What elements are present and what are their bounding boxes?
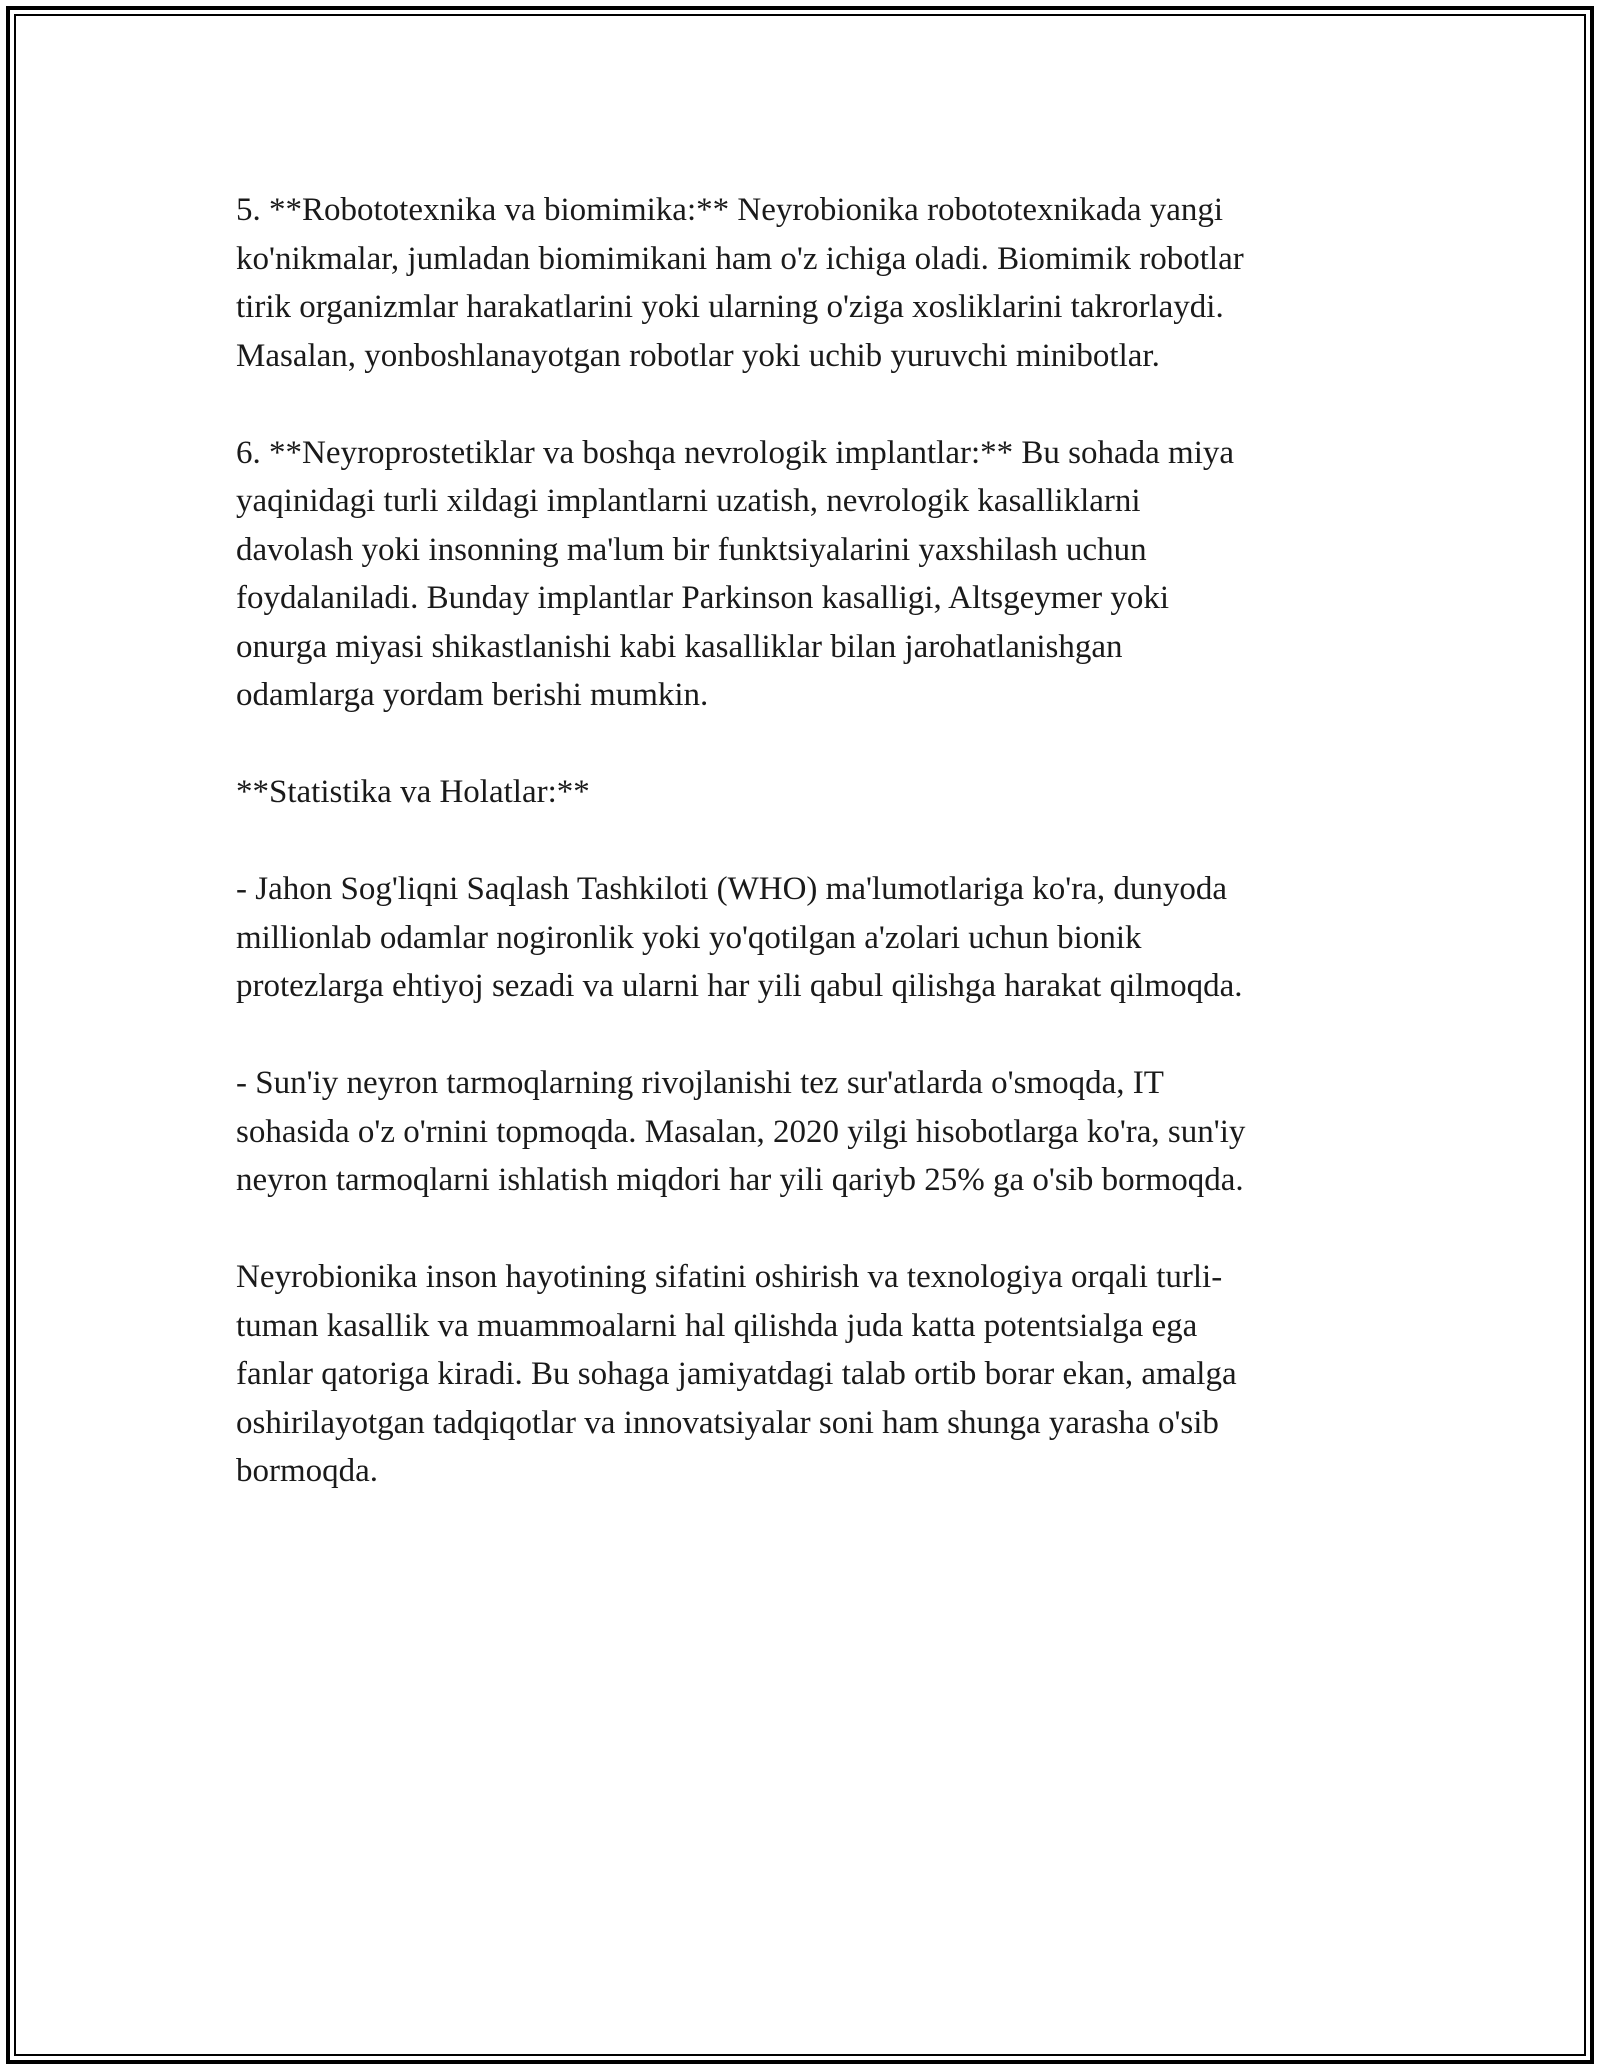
list-item-neural-networks: - Sun'iy neyron tarmoqlarning rivojlanishi tez sur'atlarda o'smoqda, IT sohasida o'z o'rnini topmoqda. Masalan, 2020 yilgi hisobotlarga ko'ra, sun'iy neyron tarmoqlarni ishlatish miqdori har yili qariyb 25% ga o'sib bormoqda.	[236, 1065, 1246, 1198]
section-heading-statistics: **Statistika va Holatlar:**	[236, 774, 590, 810]
paragraph-robotics-biomimicry: 5. **Robototexnika va biomimika:** Neyrobionika robototexnikada yangi ko'nikmalar, jumladan biomimikani ham o'z ichiga oladi. Biomimik robotlar tirik organizmlar harakatlarini yoki ularning o'ziga xosliklarini takrorlaydi. Masalan, yonboshlanayotgan robotlar yoki uchib yuruvchi minibotlar.	[236, 192, 1244, 374]
list-item-who-statistics: - Jahon Sog'liqni Saqlash Tashkiloti (WHO) ma'lumotlariga ko'ra, dunyoda millionlab odamlar nogironlik yoki yo'qotilgan a'zolari uchun bionik protezlarga ehtiyoj sezadi va ularni har yili qabul qilishga harakat qilmoqda.	[236, 871, 1243, 1004]
paragraph-conclusion: Neyrobionika inson hayotining sifatini oshirish va texnologiya orqali turli- tuman kasallik va muammoalarni hal qilishda juda katta potentsialga ega fanlar qatoriga kiradi. Bu sohaga jamiyatdagi talab ortib borar ekan, amalga oshirilayotgan tadqiqotlar va innovatsiyalar soni ham shunga yarasha o'sib bormoqda.	[236, 1259, 1237, 1489]
document-body	[236, 186, 1371, 1544]
paragraph-neuroprosthetics: 6. **Neyroprostetiklar va boshqa nevrologik implantlar:** Bu sohada miya yaqinidagi turli xildagi implantlarni uzatish, nevrologik kasalliklarni davolash yoki insonning ma'lum bir funktsiyalarini yaxshilash uchun foydalaniladi. Bunday implantlar Parkinson kasalligi, Altsgeymer yoki onurga miyasi shikastlanishi kabi kasalliklar bilan jarohatlanishgan odamlarga yordam berishi mumkin.	[236, 434, 1235, 713]
